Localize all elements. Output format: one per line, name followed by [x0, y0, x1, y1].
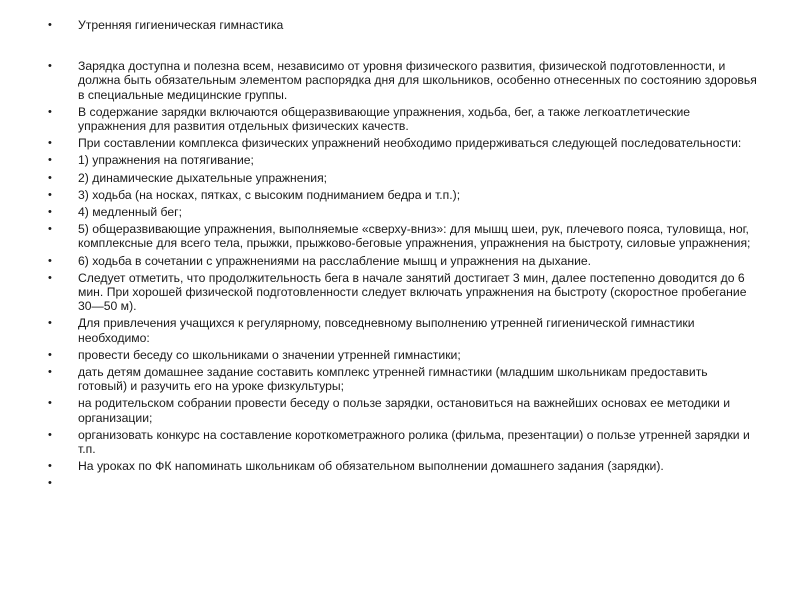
bullet-text: 1) упражнения на потягивание; [78, 153, 254, 168]
bullet-dot-icon: • [48, 271, 52, 284]
bullet-dot-icon: • [48, 348, 52, 361]
bullet-list [48, 18, 760, 497]
bullet-dot-icon: • [48, 188, 52, 201]
bullet-dot-icon: • [48, 428, 52, 441]
bullet-item [48, 396, 760, 424]
bullet-item [48, 316, 760, 344]
bullet-item [48, 254, 760, 268]
bullet-item [48, 18, 760, 32]
bullet-item [48, 188, 760, 202]
bullet-text: Зарядка доступна и полезна всем, независимо от уровня физического развития, физической подготовленности, и должна быть обязательным элементом распорядка дня для школьников, особенно отнесенных по состоянию здоровья в специальные медицинские группы. [78, 59, 757, 102]
bullet-text: дать детям домашнее задание составить комплекс утренней гимнастики (младшим школьникам предоставить готовый) и разучить его на уроке физкультуры; [78, 365, 708, 394]
bullet-text: При составлении комплекса физических упражнений необходимо придерживаться следующей последовательности: [78, 136, 742, 151]
bullet-item [48, 222, 760, 250]
bullet-dot-icon: • [48, 137, 52, 150]
bullet-text: провести беседу со школьниками о значении утренней гимнастики; [78, 347, 461, 362]
bullet-item [48, 205, 760, 219]
bullet-text: Утренняя гигиеническая гимнастика [78, 18, 284, 32]
bullet-dot-icon: • [48, 460, 52, 473]
bullet-text: 2) динамические дыхательные упражнения; [78, 170, 328, 185]
bullet-item [48, 476, 760, 493]
bullet-dot-icon: • [48, 206, 52, 219]
bullet-dot-icon: • [48, 477, 52, 490]
bullet-text: Для привлечения учащихся к регулярному, повседневному выполнению утренней гигиенической гимнастики необходимо: [78, 316, 695, 345]
bullet-dot-icon: • [48, 154, 52, 167]
bullet-item [48, 348, 760, 362]
bullet-item [48, 59, 760, 102]
bullet-text: 3) ходьба (на носках, пятках, с высоким подниманием бедра и т.п.); [78, 187, 461, 202]
bullet-item [48, 365, 760, 393]
bullet-dot-icon: • [48, 105, 52, 118]
bullet-item [48, 153, 760, 167]
bullet-item [48, 136, 760, 150]
bullet-text: организовать конкурс на составление короткометражного ролика (фильма, презентации) о пользе утренней зарядки и т.п. [78, 427, 750, 457]
bullet-dot-icon: • [48, 366, 52, 379]
bullet-dot-icon: • [48, 317, 52, 330]
bullet-item [48, 459, 760, 473]
bullet-item [48, 105, 760, 133]
bullet-dot-icon: • [48, 19, 52, 31]
bullet-text: В содержание зарядки включаются общеразвивающие упражнения, ходьба, бег, а также легкоатлетические упражнения для развития отдельных физических качеств. [78, 104, 691, 134]
bullet-dot-icon: • [48, 60, 52, 73]
bullet-text: Следует отметить, что продолжительность бега в начале занятий достигает 3 мин, далее постепенно доводится до 6 мин. При хорошей физической подготовленности следует включать упражнения на быстроту (скоростное пробегание 30—50 м). [78, 270, 747, 314]
bullet-dot-icon: • [48, 397, 52, 410]
bullet-text: 5) общеразвивающие упражнения, выполняемые «сверху-вниз»: для мышц шеи, рук, плечевого пояса, туловища, ног, комплексные для всего тела, прыжки, прыжково-беговые упражнения, упражнения на быстроту, силовые упражнения; [78, 222, 751, 251]
bullet-item [48, 428, 760, 456]
bullet-dot-icon: • [48, 254, 52, 267]
bullet-text: 4) медленный бег; [78, 205, 182, 220]
bullet-text: на родительском собрании провести беседу о пользе зарядки, остановиться на важнейших основах ее методики и организации; [78, 396, 731, 425]
bullet-dot-icon: • [48, 171, 52, 184]
bullet-text: 6) ходьба в сочетании с упражнениями на расслабление мышц и упражнения на дыхание. [78, 253, 592, 268]
bullet-text: На уроках по ФК напоминать школьникам об обязательном выполнении домашнего задания (зарядки). [78, 459, 664, 474]
bullet-item [48, 271, 760, 314]
bullet-dot-icon: • [48, 223, 52, 236]
bullet-item [48, 171, 760, 185]
